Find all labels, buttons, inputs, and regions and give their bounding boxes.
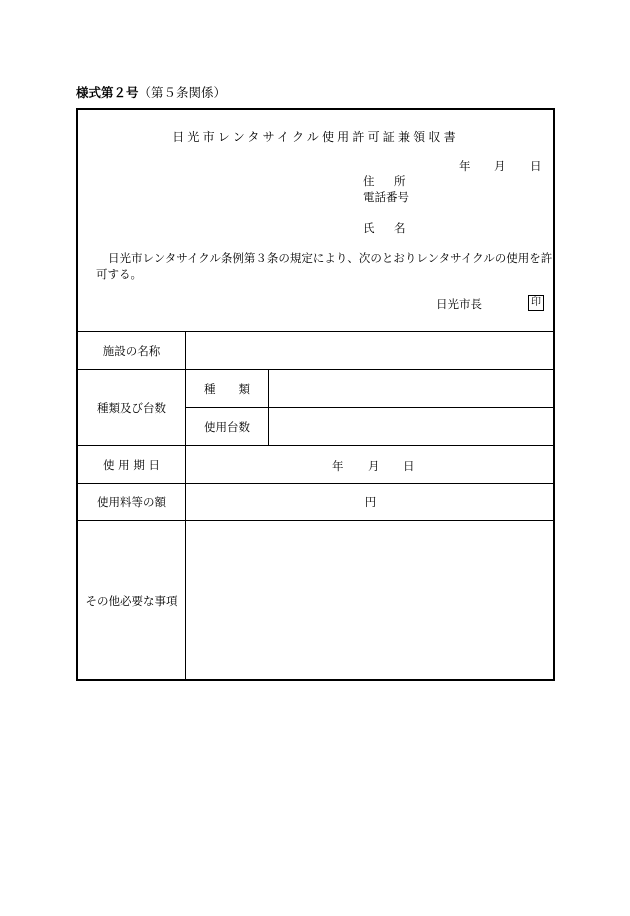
- period-year: 年: [332, 459, 344, 473]
- date-year: 年: [459, 159, 471, 173]
- seal-stamp: 印: [528, 295, 544, 311]
- form-article: （第５条関係）: [138, 85, 227, 100]
- fee-yen: 円: [364, 495, 377, 509]
- count-label: 使用台数: [204, 419, 250, 434]
- type-and-count-label: 種類及び台数: [97, 400, 166, 415]
- form-number: 様式第２号: [76, 85, 139, 100]
- issuer: 日光市長: [436, 297, 482, 311]
- fee-label: 使用料等の額: [97, 495, 166, 509]
- address-label: 住 所: [363, 174, 410, 188]
- table-column-line: [268, 369, 269, 445]
- form-number-label: [76, 83, 226, 101]
- date-month: 月: [494, 159, 506, 173]
- form-title: 日光市レンタサイクル使用許可証兼領収書: [172, 130, 459, 144]
- period-day: 日: [403, 459, 415, 473]
- form-frame: [76, 108, 555, 681]
- usage-period-label: 使 用 期 日: [103, 457, 160, 472]
- date-day: 日: [530, 159, 542, 173]
- facility-name-label: 施設の名称: [102, 343, 161, 358]
- name-label: 氏 名: [363, 221, 410, 235]
- phone-label: 電話番号: [363, 190, 409, 204]
- permission-statement: 日光市レンタサイクル条例第３条の規定により、次のとおりレンタサイクルの使用を許可する。: [96, 251, 553, 281]
- period-month: 月: [368, 459, 380, 473]
- type-label: 種 類: [204, 381, 250, 396]
- other-matters-label: その他必要な事項: [85, 594, 178, 608]
